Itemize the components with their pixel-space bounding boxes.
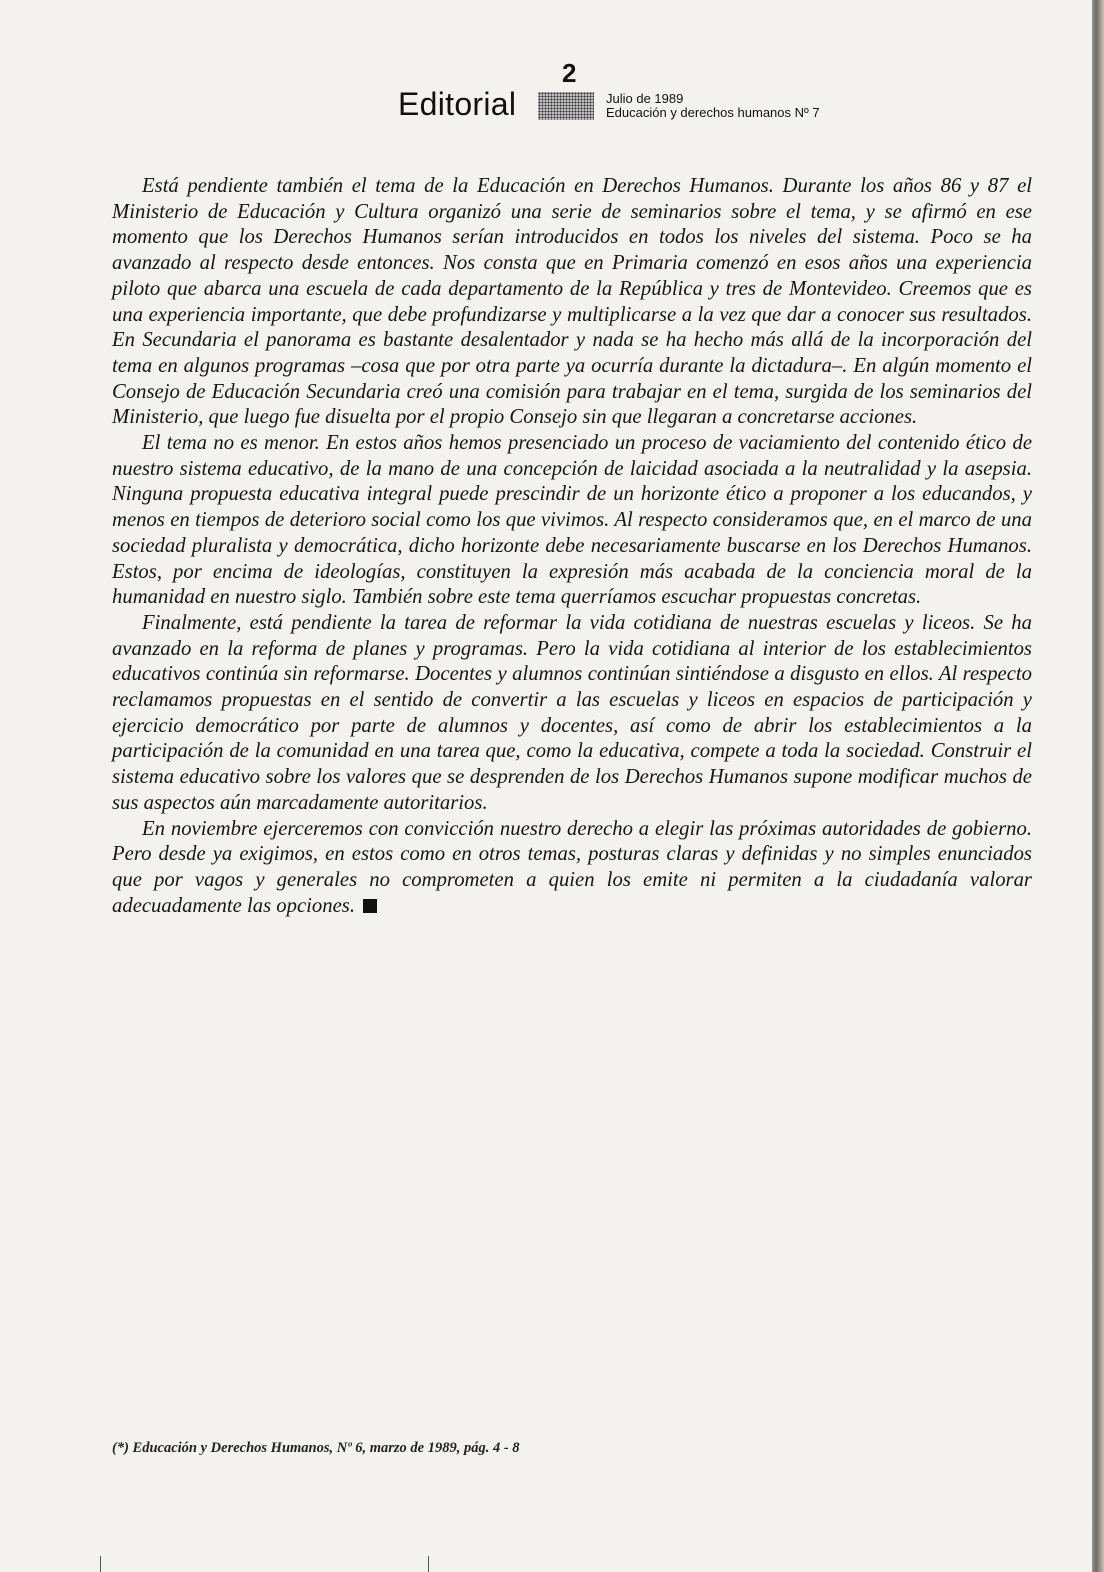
paragraph: Está pendiente también el tema de la Educación en Derechos Humanos. Durante los años 86 y 87 el Ministerio de Educación y Cultura organizó una serie de seminarios sobre el tema, y se afirmó en ese momento que los Derechos Humanos serían introducidos en todos los niveles del sistema. Poco se ha avanzado al respecto desde entonces. Nos consta que en Primaria comenzó en esos años una experiencia piloto que abarca una escuela de cada departamento de la República y tres de Montevideo. Creemos que es una experiencia importante, que debe profundizarse y multiplicarse a la vez que dar a conocer sus resultados. En Secundaria el panorama es bastante desalentador y nada se ha hecho más allá de la incorporación del tema en algunos programas –cosa que por otra parte ya ocurría durante la dictadura–. En algún momento el Consejo de Educación Secundaria creó una comisión para trabajar en el tema, surgida de los seminarios del Ministerio, que luego fue disuelta por el propio Consejo sin que llegaran a concretarse acciones. xyxy=(112,175,1032,429)
section-title: Editorial xyxy=(398,86,517,122)
paragraph-text: En noviembre ejerceremos con convicción nuestro derecho a elegir las próximas autoridades de gobierno. Pero desde ya exigimos, en estos como en otros temas, posturas claras y definidas y no simples enunciados que por vagos y generales no comprometen a quien los emite ni permiten a la ciudadanía valorar adecuadamente las opciones. xyxy=(112,817,1032,917)
page-edge xyxy=(1092,0,1104,1572)
publication-name: Educación y derechos humanos Nº 7 xyxy=(606,105,820,120)
end-of-article-mark xyxy=(363,899,377,913)
paragraph: El tema no es menor. En estos años hemos presenciado un proceso de vaciamiento del contenido ético de nuestro sistema educativo, de la mano de una concepción de laicidad asociada a la neutralidad y la asepsia. Ninguna propuesta educativa integral puede prescindir de un horizonte ético a proponer a los educandos, y menos en tiempos de deterioro social como los que vivimos. Al respecto consideramos que, en el marco de una sociedad pluralista y democrática, dicho horizonte debe necesariamente buscarse en los Derechos Humanos. Estos, por encima de ideologías, constituyen la expresión más acabada de la conciencia moral de la humanidad en nuestro siglo. También sobre este tema querríamos escuchar propuestas concretas. xyxy=(112,432,1032,609)
trim-mark xyxy=(100,1556,101,1572)
page-number: 2 xyxy=(562,58,577,88)
trim-mark xyxy=(428,1556,429,1572)
footnote: (*) Educación y Derechos Humanos, Nº 6, marzo de 1989, pág. 4 - 8 xyxy=(112,1440,520,1456)
issue-date: Julio de 1989 xyxy=(606,91,684,106)
article-body xyxy=(112,174,1032,919)
issue-info xyxy=(606,92,820,120)
halftone-block xyxy=(538,92,594,120)
paragraph xyxy=(112,817,1032,920)
paragraph: Finalmente, está pendiente la tarea de reformar la vida cotidiana de nuestras escuelas y liceos. Se ha avanzado en la reforma de planes y programas. Pero la vida cotidiana al interior de los establecimientos educativos continúa sin reformarse. Docentes y alumnos continúan sintiéndose a disgusto en ellos. Al respecto reclamamos propuestas en el sentido de convertir a las escuelas y liceos en espacios de participación y ejercicio democrático por parte de alumnos y docentes, así como de abrir los establecimientos a la participación de la comunidad en una tarea que, como la educativa, compete a toda la sociedad. Construir el sistema educativo sobre los valores que se desprenden de los Derechos Humanos supone modificar muchos de sus aspectos aún marcadamente autoritarios. xyxy=(112,611,1032,814)
